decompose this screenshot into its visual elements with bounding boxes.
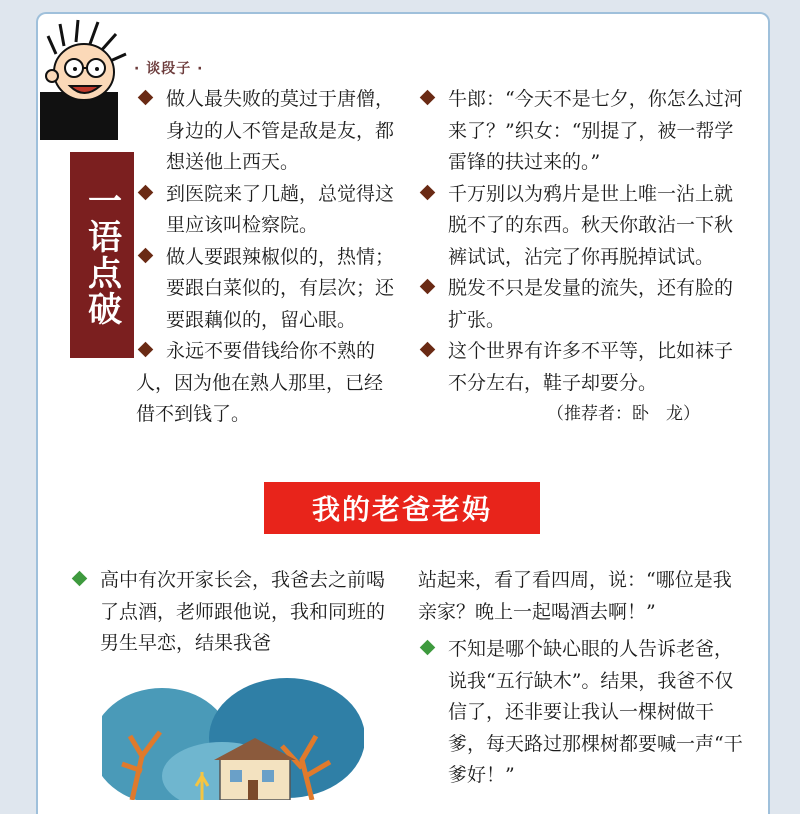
joke-text: 脱发不只是发量的流失，还有脸的扩张。 xyxy=(448,277,734,331)
joke-text: 做人最失败的莫过于唐僧，身边的人不管是敌是友，都想送他上西天。 xyxy=(166,88,395,173)
diamond-bullet-icon xyxy=(420,279,436,295)
diamond-bullet-icon xyxy=(420,640,436,656)
story-text: 不知是哪个缺心眼的人告诉老爸，说我“五行缺木”。结果，我爸不仅信了，还非要让我认一棵树做干爹，每天路过那棵树都要喊一声“干爹好！” xyxy=(448,638,743,786)
diamond-bullet-icon xyxy=(138,90,154,106)
parents-right-column xyxy=(418,565,748,792)
joke-text: 到医院来了几趟，总觉得这里应该叫检察院。 xyxy=(166,182,395,236)
tree-illustration xyxy=(102,676,364,800)
list-item xyxy=(136,179,398,242)
diamond-bullet-icon xyxy=(420,342,436,358)
cartoon-mascot-icon xyxy=(38,14,148,140)
diamond-bullet-icon xyxy=(420,90,436,106)
jokes-left-column xyxy=(136,84,398,431)
banner-my-parents: 我的老爸老妈 xyxy=(264,482,540,534)
joke-text: 永远不要借钱给你不熟的人，因为他在熟人那里，已经借不到钱了。 xyxy=(136,340,384,425)
list-item xyxy=(418,336,748,399)
joke-text: 牛郎：“今天不是七夕，你怎么过河来了？”织女：“别提了，被一帮学雷锋的扶过来的。” xyxy=(448,88,743,173)
banner-one-word: 一语点破 xyxy=(70,152,134,358)
list-item xyxy=(418,84,748,179)
joke-text: 千万别以为鸦片是世上唯一沾上就脱不了的东西。秋天你敢沾一下秋裤试试，沾完了你再脱掉试试。 xyxy=(448,182,734,268)
diamond-bullet-icon xyxy=(420,184,436,200)
diamond-bullet-icon xyxy=(138,247,154,263)
section-tag: · 谈段子 · xyxy=(134,61,204,77)
list-item xyxy=(136,336,398,431)
joke-text: 做人要跟辣椒似的，热情；要跟白菜似的，有层次；还要跟藕似的，留心眼。 xyxy=(166,245,395,331)
diamond-bullet-icon xyxy=(72,571,88,587)
joke-text: 这个世界有许多不平等，比如袜子不分左右，鞋子却要分。 xyxy=(448,340,734,394)
list-item xyxy=(418,179,748,274)
list-item xyxy=(418,273,748,336)
story-text: 高中有次开家长会，我爸去之前喝了点酒，老师跟他说，我和同班的男生早恋，结果我爸 xyxy=(100,569,386,654)
list-item xyxy=(136,84,398,179)
recommender-credit: （推荐者：卧 龙） xyxy=(547,404,700,424)
list-item xyxy=(70,565,392,660)
list-item xyxy=(418,634,748,792)
story-continuation: 站起来，看了看四周，说：“哪位是我亲家？晚上一起喝酒去啊！” xyxy=(418,569,732,623)
diamond-bullet-icon xyxy=(138,342,154,358)
parents-left-column xyxy=(70,565,392,660)
diamond-bullet-icon xyxy=(138,184,154,200)
jokes-right-column xyxy=(418,84,748,431)
list-item xyxy=(136,242,398,337)
